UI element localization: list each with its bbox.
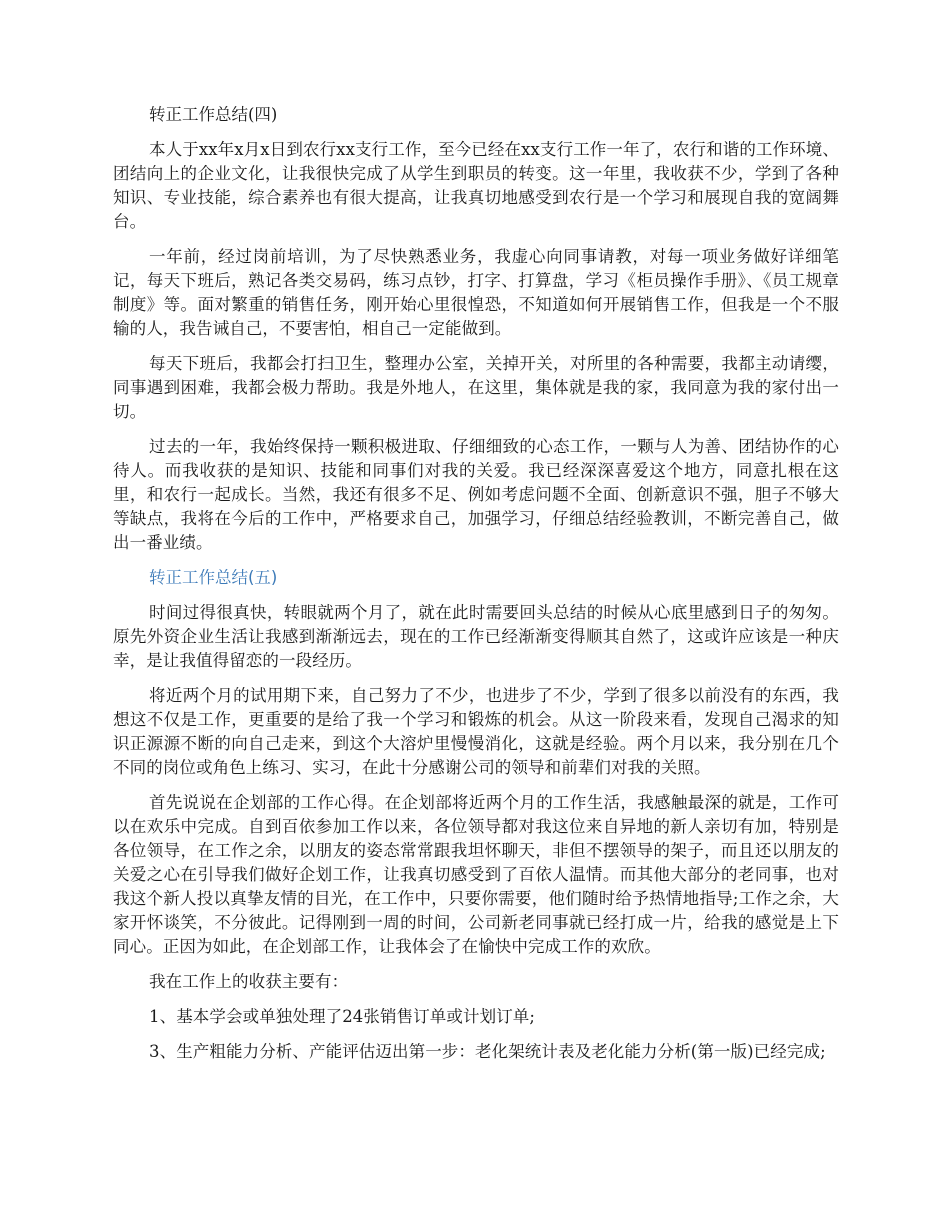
section-five-body xyxy=(113,601,839,1064)
paragraph: 每天下班后，我都会打扫卫生，整理办公室，关掉开关，对所里的各种需要，我都主动请缨，同事遇到困难，我都会极力帮助。我是外地人，在这里，集体就是我的家，我同意为我的家付出一切。 xyxy=(113,354,839,421)
paragraph: 本人于xx年x月x日到农行xx支行工作，至今已经在xx支行工作一年了，农行和谐的工作环境、团结向上的企业文化，让我很快完成了从学生到职员的转变。这一年里，我收获不少，学到了各种知识、专业技能，综合素养也有很大提高，让我真切地感受到农行是一个学习和展现自我的宽阔舞台。 xyxy=(113,140,839,231)
paragraph: 时间过得很真快，转眼就两个月了，就在此时需要回头总结的时候从心底里感到日子的匆匆。原先外资企业生活让我感到渐渐远去，现在的工作已经渐渐变得顺其自然了，这或许应该是一种庆幸，是让我值得留恋的一段经历。 xyxy=(113,603,839,670)
paragraph: 一年前，经过岗前培训，为了尽快熟悉业务，我虚心向同事请教，对每一项业务做好详细笔记，每天下班后，熟记各类交易码，练习点钞，打字、打算盘，学习《柜员操作手册》、《员工规章制度》等。面对繁重的销售任务，刚开始心里很惶恐，不知道如何开展销售工作，但我是一个不服输的人，我告诫自己，不要害怕，相自己一定能做到。 xyxy=(113,247,839,338)
section-heading: 转正工作总结(五) xyxy=(149,568,278,587)
paragraph: 过去的一年，我始终保持一颗积极进取、仔细细致的心态工作，一颗与人为善、团结协作的心待人。而我收获的是知识、技能和同事们对我的关爱。我已经深深喜爱这个地方，同意扎根在这里，和农行一起成长。当然，我还有很多不足、例如考虑问题不全面、创新意识不强，胆子不够大等缺点，我将在今后的工作中，严格要求自己，加强学习，仔细总结经验教训，不断完善自己，做出一番业绩。 xyxy=(113,437,839,552)
document-page xyxy=(113,103,839,1075)
paragraph: 将近两个月的试用期下来，自己努力了不少，也进步了不少，学到了很多以前没有的东西，我想这不仅是工作，更重要的是给了我一个学习和锻炼的机会。从这一阶段来看，发现自己渴求的知识正源源不断的向自己走来，到这个大溶炉里慢慢消化，这就是经验。两个月以来，我分别在几个不同的岗位或角色上练习、实习，在此十分感谢公司的领导和前辈们对我的关照。 xyxy=(113,686,839,777)
document-title: 转正工作总结(四) xyxy=(149,105,278,124)
list-item: 3、生产粗能力分析、产能评估迈出第一步：老化架统计表及老化能力分析(第一版)已经完成; xyxy=(149,1042,826,1061)
section-four-body xyxy=(113,138,839,555)
paragraph: 我在工作上的收获主要有： xyxy=(149,972,349,991)
paragraph: 首先说说在企划部的工作心得。在企划部将近两个月的工作生活，我感触最深的就是，工作可以在欢乐中完成。自到百依参加工作以来，各位领导都对我这位来自异地的新人亲切有加，特别是各位领导，在工作之余，以朋友的姿态常常跟我坦怀聊天，非但不摆领导的架子，而且还以朋友的关爱之心在引导我们做好企划工作，让我真切感受到了百依人温情。而其他大部分的老同事，也对我这个新人投以真挚友情的目光，在工作中，只要你需要，他们随时给予热情地指导;工作之余，大家开怀谈笑，不分彼此。记得刚到一周的时间，公司新老同事就已经打成一片，给我的感觉是上下同心。正因为如此，在企划部工作，让我体会了在愉快中完成工作的欢欣。 xyxy=(113,793,839,956)
list-item: 1、基本学会或单独处理了24张销售订单或计划订单; xyxy=(149,1007,536,1026)
